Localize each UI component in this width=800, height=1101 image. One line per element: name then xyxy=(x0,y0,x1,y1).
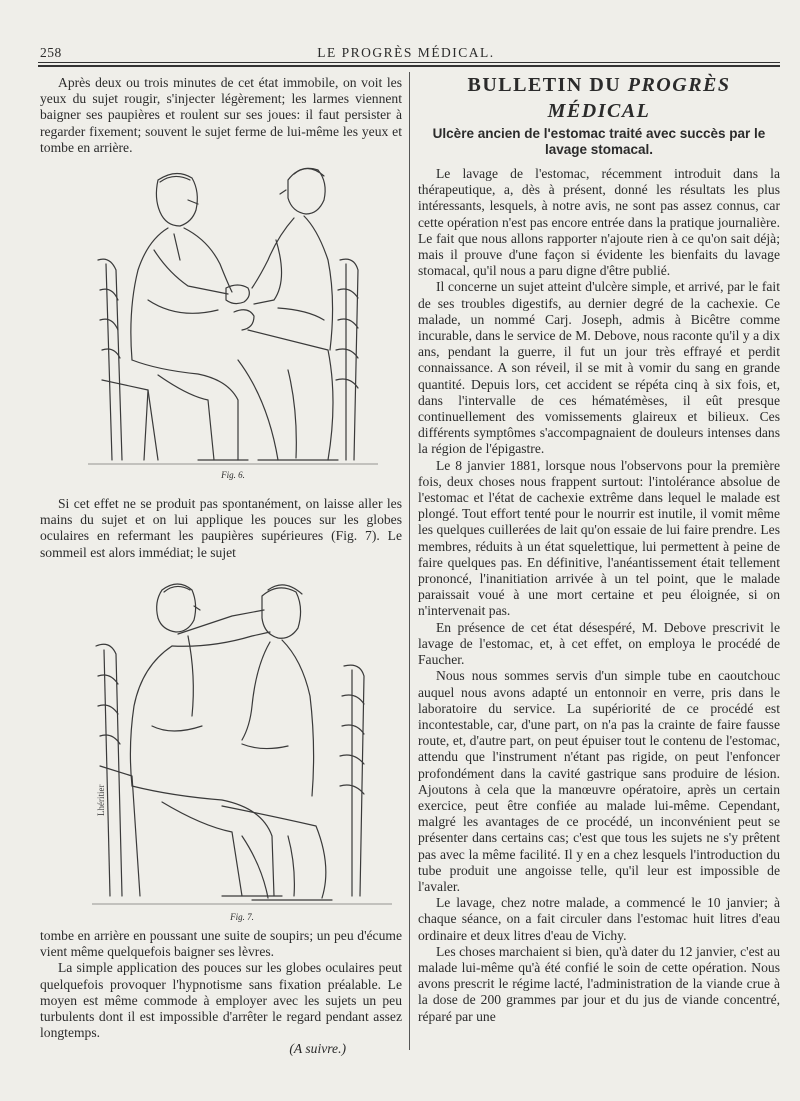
to-be-continued: (A suivre.) xyxy=(289,1041,346,1057)
bulletin-heading-plain: BULLETIN DU xyxy=(467,74,628,96)
left-paragraph-2: Si cet effet ne se produit pas spontanément, on laisse aller les mains du sujet et on lui applique les pouces sur les globes oculaires en refermant les paupières supérieures (Fig. 7). Le sommeil est alors immédiat; le sujet xyxy=(40,496,402,560)
right-paragraph-7: Les choses marchaient si bien, qu'à dater du 12 janvier, c'est au malade lui-même qu'à été confié le soin de cette opération. Nous avons prescrit le régime lacté, l'administration de la viande crue à la dose de 200 grammes par jour et du jus de viande concentré, réparé par une xyxy=(418,943,780,1024)
figure-7-caption: Fig. 7. xyxy=(230,912,254,922)
article-title: Ulcère ancien de l'estomac traité avec succès par le lavage stomacal. xyxy=(432,126,766,157)
left-column-lower xyxy=(40,496,402,561)
figure-7 xyxy=(92,576,392,926)
figure-6-caption: Fig. 6. xyxy=(221,470,245,480)
left-paragraph-3: tombe en arrière en poussant une suite de soupirs; un peu d'écume vient même quelquefois baigner ses lèvres. xyxy=(40,928,402,960)
right-paragraph-1: Le lavage de l'estomac, récemment introduit dans la thérapeutique, a, dès à présent, donné les résultats les plus intéressants, lesquels, à notre avis, ne sont pas assez connus, car cette opération n'est pas encore entrée dans la pratique journalière. Le fait que nous allons rapporter n'ajoute rien à ce qu'on sait déjà; mais il prouve d'une façon si évidente les bienfaits du lavage stomacal, qu'il nous a paru digne d'être publié. xyxy=(418,166,780,279)
right-paragraph-4: En présence de cet état désespéré, M. Debove prescrivit le lavage de l'estomac, et, à cet effet, on employa le procédé de Faucher. xyxy=(418,619,780,668)
figure-6 xyxy=(88,160,378,482)
right-paragraph-3: Le 8 janvier 1881, lorsque nous l'observons pour la première fois, deux choses nous frappent surtout: l'intolérance absolue de l'estomac et l'état de cachexie extrême dans lequel le malade est plongé. Tout effort tenté pour le nourrir est inutile, il vomit même les quelques cuillerées de lait qu'on essaie de lui faire prendre. Les membres, réduits à un état squelettique, lui permettent à peine de faire quelques pas. En définitive, l'anéantissement était tellement prononcé, l'inanitiation arrivée à un tel point, que le malade paraissait voué à une mort certaine et peu éloignée, si on n'intervenait pas. xyxy=(418,457,780,619)
page-number: 258 xyxy=(40,45,62,60)
column-divider xyxy=(409,72,410,1050)
right-paragraph-2: Il concerne un sujet atteint d'ulcère simple, et arrivé, par le fait de ses troubles digestifs, au dernier degré de la cachexie. Ce malade, un nommé Carj. Joseph, admis à Bicêtre comme incurable, dans le service de M. Debove, nous raconte qu'il y a dix ans, pendant la guerre, il fut un jour très effrayé et perdit connaissance. A son réveil, il se mit à vomir du sang en grande quantité. Depuis lors, cet accident se répéta cinq à six fois, et, dans l'intervalle de ces hématémèses, il eût presque continuellement des vomissements glaireux et bilieux. Ces différents symptômes s'accompagnaient de douleurs intenses dans la région de l'épigastre. xyxy=(418,279,780,457)
bulletin-heading-italic: PROGRÈS MÉDICAL xyxy=(547,74,731,122)
header-rule-thin xyxy=(38,62,780,63)
left-column xyxy=(40,75,402,153)
right-paragraph-6: Le lavage, chez notre malade, a commencé le 10 janvier; à chaque séance, on a fait circuler dans l'estomac huit litres d'eau ordinaire et deux litres d'eau de Vichy. xyxy=(418,895,780,943)
bulletin-heading xyxy=(418,72,780,124)
left-column-bottom xyxy=(40,928,402,1057)
journal-title: LE PROGRÈS MÉDICAL. xyxy=(317,45,495,60)
header-rule-thick xyxy=(38,65,780,67)
page-header xyxy=(30,44,782,64)
right-column xyxy=(418,72,780,1025)
left-paragraph-4: La simple application des pouces sur les globes oculaires peut quelquefois provoquer l'hypnotisme sans fixation préalable. Le moyen est même commode à employer avec les sujets un peu turbulents dont il est impossible d'arrêter le regard pendant assez longtemps. xyxy=(40,960,402,1041)
left-paragraph-1: Après deux ou trois minutes de cet état immobile, on voit les yeux du sujet rougir, s'injecter légèrement; les larmes viennent baigner ses paupières et roulent sur ses joues: il faut persister à regarder fixement; souvent le sujet ferme de lui-même les yeux et tombe en arrière. xyxy=(40,75,402,155)
figure-7-signature: Lhéritier xyxy=(96,784,106,816)
figure-7-illustration xyxy=(92,576,392,912)
figure-6-illustration xyxy=(88,160,378,470)
right-paragraph-5: Nous nous sommes servis d'un simple tube en caoutchouc auquel nous avons adapté un entonnoir en verre, pris dans le laboratoire du service. La supériorité de ce procédé est incontestable, car, d'une part, on n'a pas la crainte de faire fausse route, et, d'autre part, on peut épuiser tout le contenu de l'estomac, attendu que l'instrument n'étant pas rigide, on peut l'enfoncer profondément dans la cavité gastrique sans produire de lésion. Ajoutons à cela que la manœuvre opératoire, après un certain exercice, peut être confiée au malade lui-même. Cependant, malgré les avantages de ce procédé, un inconvénient peut se présenter dans certains cas; c'est que tous les sujets ne s'y prêtent pas avec la même facilité. Il y en a chez lesquels l'introduction du tube produit une angoisse telle, qu'il leur est impossible de l'avaler. xyxy=(418,668,780,894)
